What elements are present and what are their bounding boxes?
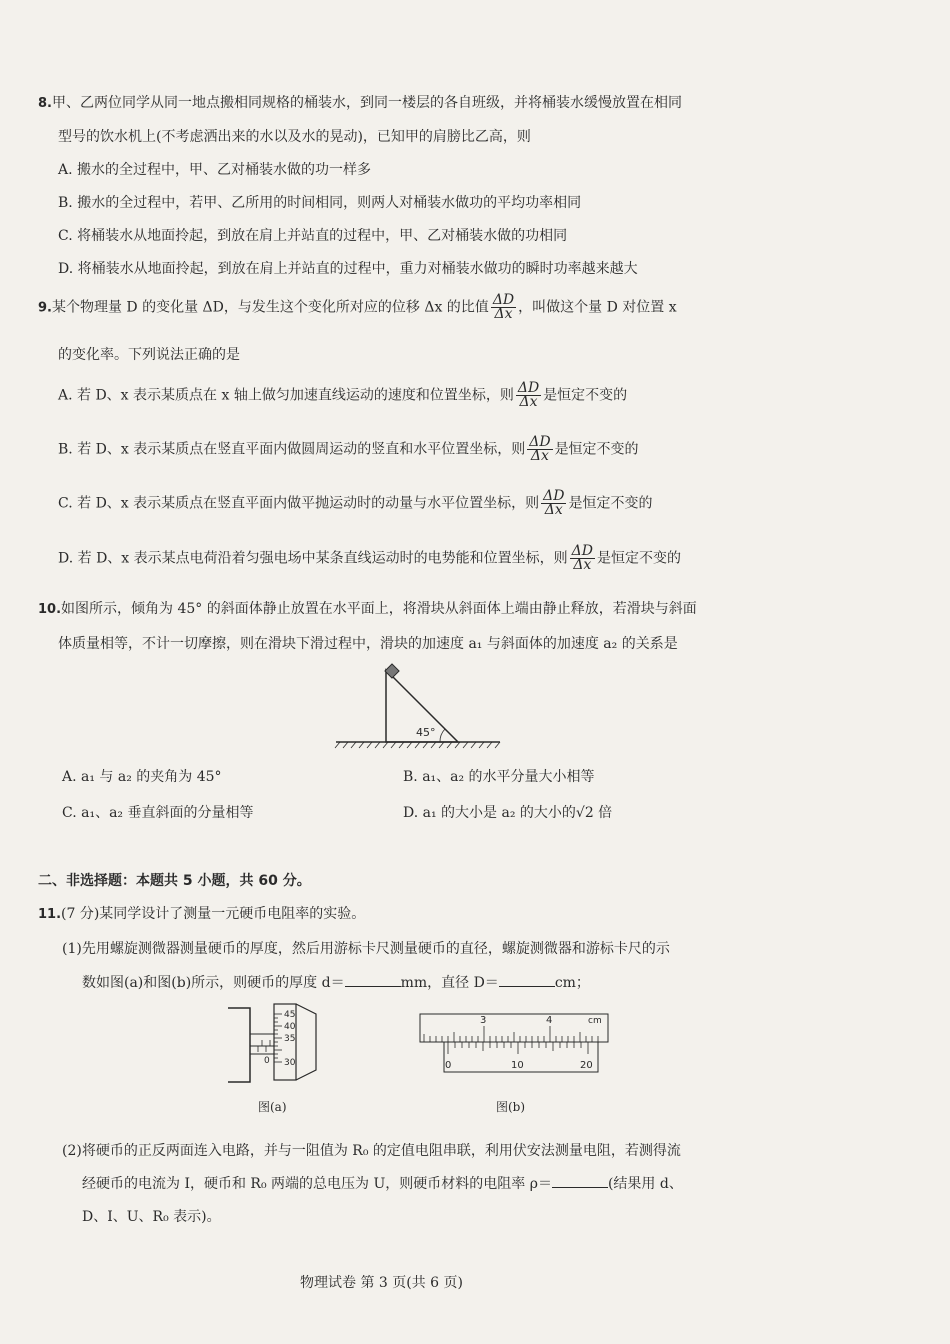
q11-part2-text-a: 经硬币的电流为 I，硬币和 R₀ 两端的总电压为 U，则硬币材料的电阻率 ρ＝ (82, 1176, 552, 1192)
micrometer-ratchet (296, 1004, 316, 1080)
vernier-label-10: 10 (511, 1060, 524, 1071)
thimble-label-40: 40 (284, 1022, 296, 1032)
thickness-answer-blank[interactable] (345, 974, 401, 987)
micrometer-frame (228, 1008, 250, 1082)
q8-number: 8. (38, 96, 52, 111)
micrometer-figure (228, 1000, 330, 1092)
vernier-label-0: 0 (445, 1060, 452, 1071)
q8-stem-line1: 甲、乙两位同学从同一地点搬相同规格的桶装水，到同一楼层的各自班级，并将桶装水缓慢放置在相同 (51, 95, 682, 111)
q9-option-d-fraction (570, 545, 595, 572)
q10-option-d: D. a₁ 的大小是 a₂ 的大小的√2 倍 (403, 805, 613, 821)
q9-number: 9. (38, 300, 52, 316)
vernier-label-20: 20 (580, 1060, 593, 1071)
angle-arc (440, 729, 445, 742)
section-2-heading: 二、非选择题：本题共 5 小题，共 60 分。 (38, 873, 311, 889)
q9-option-d-tail: 是恒定不变的 (597, 550, 681, 567)
q11-part1-text-b: mm，直径 D＝ (400, 975, 499, 991)
q9-option-a-tail: 是恒定不变的 (543, 387, 628, 404)
main-scale-label-4: 4 (546, 1015, 553, 1026)
main-scale-unit: cm (588, 1016, 602, 1026)
q8 (38, 92, 682, 112)
q11-number: 11. (38, 907, 62, 922)
thimble-label-30: 30 (284, 1058, 296, 1068)
q8-option-b: B. 搬水的全过程中，若甲、乙所用的时间相同，则两人对桶装水做功的平均功率相同 (58, 195, 582, 211)
main-scale-ticks (424, 1026, 598, 1042)
diameter-answer-blank[interactable] (499, 974, 555, 987)
q9-option-d-text: D. 若 D、x 表示某点电荷沿着匀强电场中某条直线运动时的电势能和位置坐标，则 (58, 550, 568, 567)
q9-option-c-text: C. 若 D、x 表示某质点在竖直平面内做平抛运动时的动量与水平位置坐标，则 (58, 495, 540, 512)
frac-numerator: ΔD (543, 488, 565, 504)
q11 (38, 903, 365, 923)
q9-stem-line2: 的变化率。下列说法正确的是 (58, 347, 240, 363)
resistivity-answer-blank[interactable] (552, 1175, 608, 1188)
q10 (38, 598, 697, 618)
q10-stem-line1: 如图所示，倾角为 45° 的斜面体静止放置在水平面上，将滑块从斜面体上端由静止释放，若滑块与斜面 (61, 601, 697, 617)
vernier-scale-ticks (448, 1042, 588, 1054)
q9-fraction (491, 294, 516, 321)
thimble-ticks (274, 1014, 282, 1062)
q10-option-c: C. a₁、a₂ 垂直斜面的分量相等 (62, 805, 254, 821)
page-footer: 物理试卷 第 3 页(共 6 页) (300, 1275, 463, 1291)
frac-numerator: ΔD (529, 434, 551, 450)
main-scale-label-3: 3 (480, 1015, 487, 1026)
q9-option-b-tail: 是恒定不变的 (554, 441, 639, 458)
frac-denominator: Δx (544, 502, 563, 518)
frac-denominator: Δx (519, 394, 538, 410)
q9-option-b-fraction (527, 436, 552, 463)
q11-part1-line2 (82, 972, 590, 992)
q11-part1-text-c: cm； (554, 975, 590, 991)
frac-numerator: ΔD (517, 380, 540, 396)
frac-denominator: Δx (494, 306, 513, 322)
slider-block (385, 664, 399, 678)
q10-option-b: B. a₁、a₂ 的水平分量大小相等 (403, 769, 595, 785)
q9-option-c-tail: 是恒定不变的 (568, 495, 653, 512)
vernier-caliper-figure (416, 1010, 612, 1078)
q11-part2-text-b: (结果用 d、 (607, 1176, 683, 1192)
figure-b-caption: 图(b) (496, 1100, 526, 1114)
q10-stem-line2: 体质量相等，不计一切摩擦，则在滑块下滑过程中，滑块的加速度 a₁ 与斜面体的加速度 a₂ 的关系是 (58, 636, 678, 652)
q11-part1-line1: (1)先用螺旋测微器测量硬币的厚度，然后用游标卡尺测量硬币的直径，螺旋测微器和游标卡尺的示 (62, 941, 670, 957)
figure-a-caption: 图(a) (258, 1100, 287, 1114)
q11-part2-line2 (82, 1173, 683, 1193)
frac-numerator: ΔD (492, 292, 515, 308)
frac-numerator: ΔD (571, 543, 593, 559)
q9-option-a-fraction (516, 382, 541, 409)
q9-stem-b: ，叫做这个量 D 对位置 x (518, 299, 677, 316)
q8-option-d: D. 将桶装水从地面拎起，到放在肩上并站直的过程中，重力对桶装水做功的瞬时功率越来越大 (58, 261, 638, 277)
q9-option-b (58, 436, 639, 463)
frac-denominator: Δx (573, 557, 592, 573)
q10-number: 10. (38, 602, 62, 617)
q8-stem-line2: 型号的饮水机上(不考虑洒出来的水以及水的晃动)，已知甲的肩膀比乙高，则 (58, 129, 531, 145)
q9-option-d (58, 545, 681, 572)
sleeve-zero-label: 0 (264, 1056, 270, 1066)
q11-part2-line3: D、I、U、R₀ 表示)。 (82, 1209, 221, 1225)
q11-part2-line1: (2)将硬币的正反两面连入电路，并与一阻值为 R₀ 的定值电阻串联，利用伏安法测量电阻，若测得流 (62, 1143, 681, 1159)
q11-part1-text-a: 数如图(a)和图(b)所示，则硬币的厚度 d＝ (82, 975, 345, 991)
angle-label: 45° (416, 726, 436, 739)
thimble-label-35: 35 (284, 1034, 296, 1044)
q9-option-a (58, 382, 627, 409)
q9 (38, 294, 677, 321)
q9-option-c-fraction (541, 490, 566, 517)
q11-stem: (7 分)某同学设计了测量一元硬币电阻率的实验。 (61, 906, 366, 922)
q8-option-c: C. 将桶装水从地面拎起，到放在肩上并站直的过程中，甲、乙对桶装水做的功相同 (58, 228, 568, 244)
q9-option-a-text: A. 若 D、x 表示某质点在 x 轴上做匀加速直线运动的速度和位置坐标，则 (58, 387, 514, 404)
q10-option-a: A. a₁ 与 a₂ 的夹角为 45° (62, 769, 222, 785)
q8-option-a: A. 搬水的全过程中，甲、乙对桶装水做的功一样多 (58, 162, 372, 178)
incline-diagram (332, 660, 504, 752)
q9-option-b-text: B. 若 D、x 表示某质点在竖直平面内做圆周运动的竖直和水平位置坐标，则 (58, 441, 526, 458)
q9-stem-a: 某个物理量 D 的变化量 ΔD，与发生这个变化所对应的位移 Δx 的比值 (51, 299, 489, 316)
q9-option-c (58, 490, 652, 517)
ground-hatching (335, 742, 500, 748)
frac-denominator: Δx (530, 448, 549, 464)
thimble-label-45: 45 (284, 1010, 296, 1020)
